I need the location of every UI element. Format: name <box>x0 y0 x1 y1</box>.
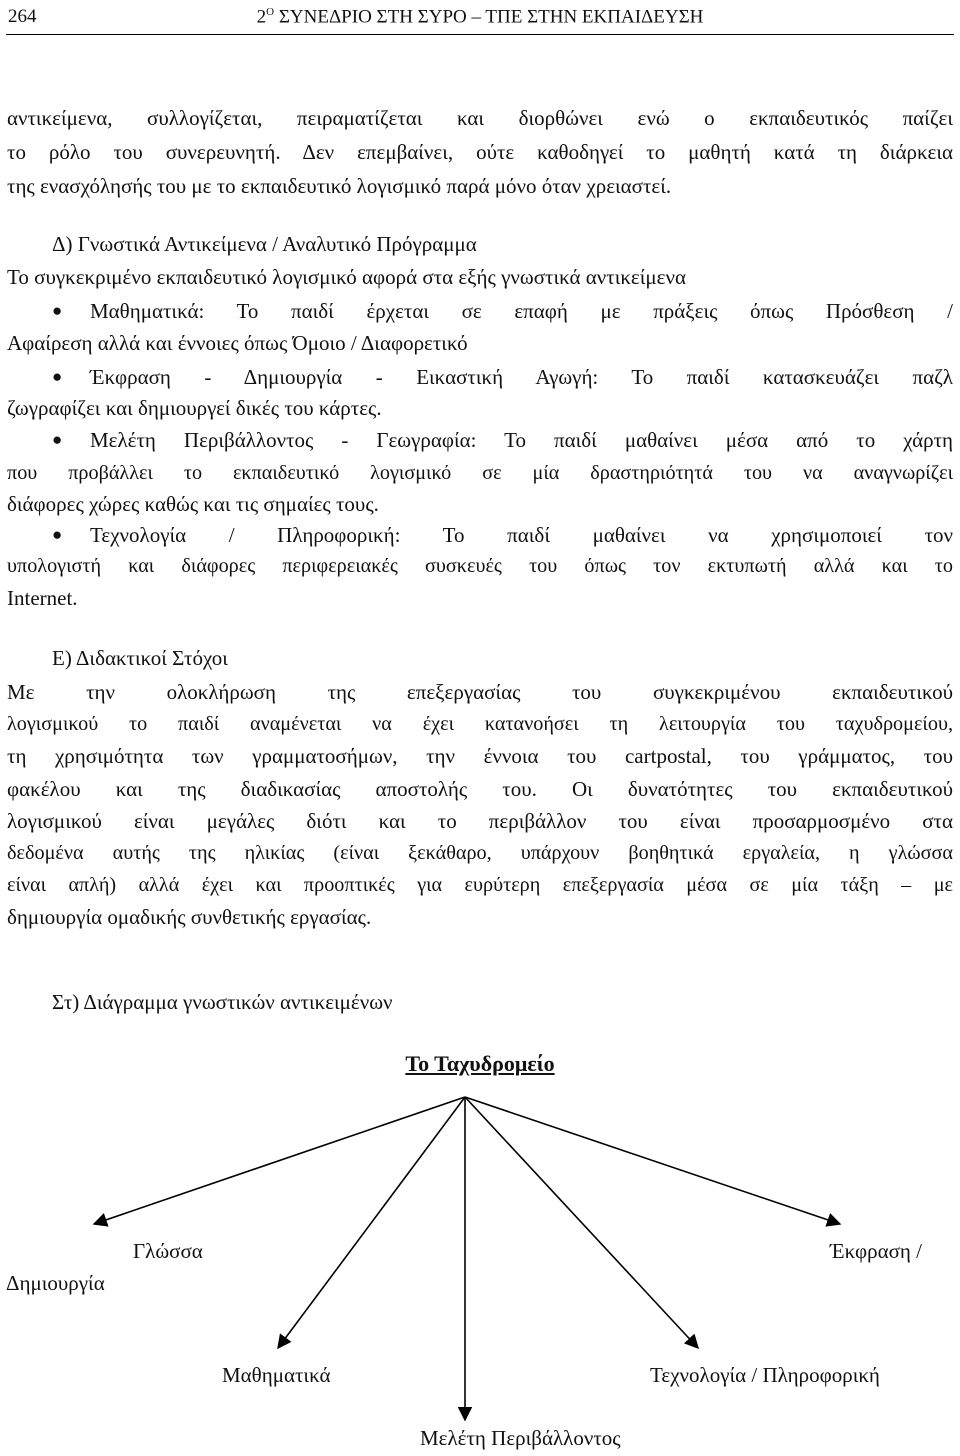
section-e-line-7: είναι απλή) αλλά έχει και προοπτικές για ευρύτερη επεξεργασία μέσα σε μία τάξη – με <box>7 874 953 896</box>
bullet-2-line-2: ζωγραφίζει και δημιουργεί δικές του κάρτες. <box>7 396 382 420</box>
section-st-heading: Στ) Διάγραμμα γνωστικών αντικειμένων <box>52 990 393 1014</box>
section-e-line-2: λογισμικού το παιδί αναμένεται να έχει κατανοήσει τη λειτουργία του ταχυδρομείου, <box>7 713 953 735</box>
bullet-dot: ● <box>52 367 63 386</box>
section-e-line-4: φακέλου και της διαδικασίας αποστολής του. Οι δυνατότητες του εκπαιδευτικού <box>7 777 953 801</box>
arrow-to-texnologia <box>465 1097 698 1348</box>
conference-superscript: Ο <box>266 6 275 18</box>
section-e-line-5: λογισμικού είναι μεγάλες διότι και το περιβάλλον του είναι προσαρμοσμένο στα <box>7 809 953 833</box>
section-e-line-3: τη χρησιμότητα των γραμματοσήμων, την έννοια του cartpostal, του γράμματος, του <box>7 744 953 768</box>
intro-line-3: της ενασχόλησής του με το εκπαιδευτικό λογισμικό παρά μόνο όταν χρειαστεί. <box>7 174 672 198</box>
diagram-root-title: Το Ταχυδρομείο <box>405 1051 555 1076</box>
bullet-1-line-2: Αφαίρεση αλλά και έννοιες όπως Όμοιο / Διαφορετικό <box>7 331 468 355</box>
bullet-dot: ● <box>52 430 63 449</box>
bullet-2-line-1: Έκφραση - Δημιουργία - Εικαστική Αγωγή: Το παιδί κατασκευάζει παζλ <box>90 365 953 389</box>
node-meleti: Μελέτη Περιβάλλοντος <box>420 1426 621 1450</box>
arrow-to-mathimatika <box>278 1097 465 1348</box>
section-e-line-6: δεδομένα αυτής της ηλικίας (είναι ξεκάθαρο, υπάρχουν βοηθητικά εργαλεία, η γλώσσα <box>7 842 953 864</box>
section-e-heading: Ε) Διδακτικοί Στόχοι <box>52 646 228 670</box>
intro-line-1: αντικείμενα, συλλογίζεται, πειραματίζεται και διορθώνει ενώ ο εκπαιδευτικός παίζει <box>7 106 953 130</box>
section-e-line-1: Με την ολοκλήρωση της επεξεργασίας του συγκεκριμένου εκπαιδευτικού <box>7 680 953 704</box>
node-dimiourgia: Δημιουργία <box>6 1271 105 1295</box>
bullet-3-line-1: Μελέτη Περιβάλλοντος - Γεωγραφία: Το παιδί μαθαίνει μέσα από το χάρτη <box>90 428 953 452</box>
node-mathimatika: Μαθηματικά <box>222 1363 331 1387</box>
section-e-line-8: δημιουργία ομαδικής συνθετικής εργασίας. <box>7 905 372 929</box>
node-ekfrasi: Έκφραση / <box>830 1239 922 1263</box>
bullet-1-line-1: Μαθηματικά: Το παιδί έρχεται σε επαφή με πράξεις όπως Πρόσθεση / <box>90 299 953 323</box>
node-glossa: Γλώσσα <box>133 1239 203 1263</box>
conference-title: ΣΥΝΕΔΡΙΟ ΣΤΗ ΣΥΡΟ – ΤΠΕ ΣΤΗΝ ΕΚΠΑΙΔΕΥΣΗ <box>274 6 704 28</box>
section-d-heading: Δ) Γνωστικά Αντικείμενα / Αναλυτικό Πρόγραμμα <box>52 232 477 256</box>
bullet-4-line-2: υπολογιστή και διάφορες περιφερειακές συσκευές του όπως τον εκτυπωτή αλλά και το <box>7 555 953 577</box>
bullet-3-line-2: που προβάλλει το εκπαιδευτικό λογισμικό σε μία δραστηριότητά του να αναγνωρίζει <box>7 462 953 484</box>
bullet-dot: ● <box>52 525 63 544</box>
page-number: 264 <box>8 6 37 27</box>
conference-ordinal: 2 <box>256 6 267 28</box>
bullet-3-line-3: διάφορες χώρες καθώς και τις σημαίες τους. <box>7 492 379 516</box>
bullet-4-line-1: Τεχνολογία / Πληροφορική: Το παιδί μαθαίνει να χρησιμοποιεί τον <box>90 523 953 547</box>
bullet-dot: ● <box>52 301 63 320</box>
section-d-intro: Το συγκεκριμένο εκπαιδευτικό λογισμικό αφορά στα εξής γνωστικά αντικείμενα <box>7 265 686 289</box>
arrow-to-ekfrasi <box>465 1097 840 1224</box>
intro-line-2: το ρόλο του συνερευνητή. Δεν επεμβαίνει, ούτε καθοδηγεί το μαθητή κατά τη διάρκεια <box>7 140 953 164</box>
node-texnologia: Τεχνολογία / Πληροφορική <box>650 1363 880 1387</box>
bullet-4-line-3: Internet. <box>7 586 78 610</box>
arrow-to-glossa <box>94 1097 465 1224</box>
